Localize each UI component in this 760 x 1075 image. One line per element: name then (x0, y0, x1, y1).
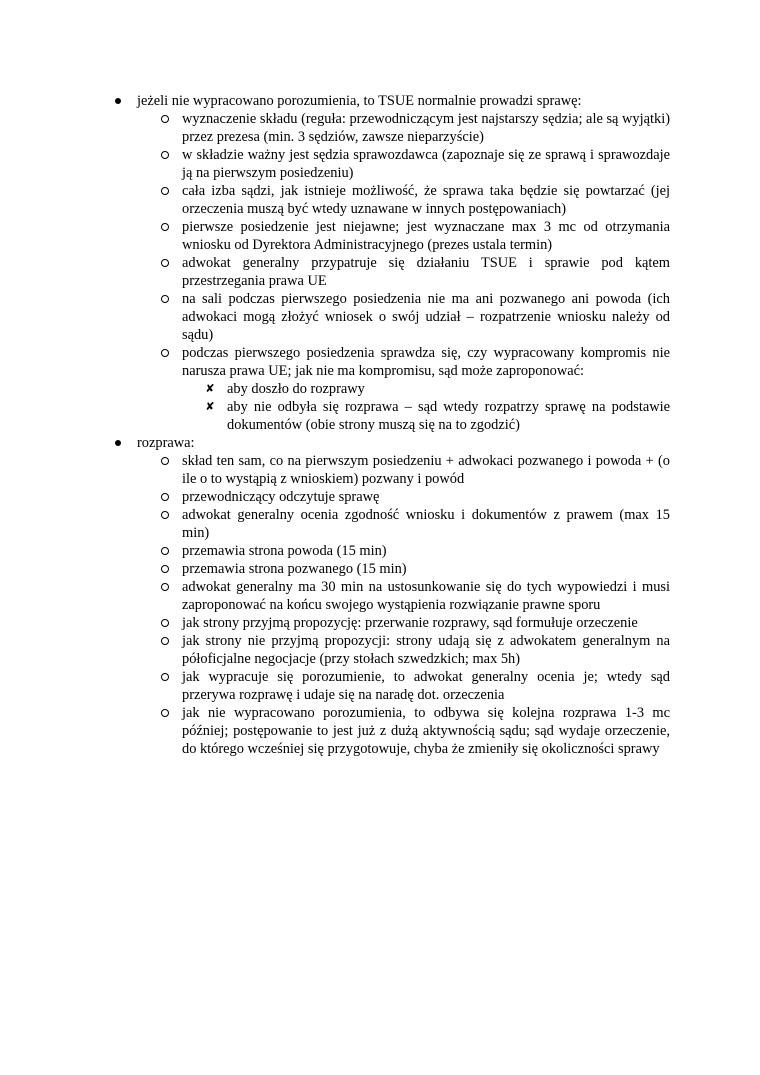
bullet-circle-icon (159, 632, 171, 650)
list-item (159, 668, 670, 704)
bullet-circle-icon (159, 254, 171, 272)
list-item (159, 290, 670, 344)
list-item-text: przemawia strona pozwanego (15 min) (182, 561, 407, 577)
list-item (159, 704, 670, 758)
list-item-text: przewodniczący odczytuje sprawę (182, 489, 380, 505)
nested-list-item (204, 380, 670, 398)
filled-dot-shape (115, 440, 121, 446)
list-item-text: cała izba sądzi, jak istnieje możliwość, że sprawa taka będzie się powtarzać (jej orzeczenia muszą być wtedy uznawane w innych postępowaniach) (182, 183, 670, 217)
hollow-circle-shape (161, 187, 169, 195)
hollow-circle-shape (161, 547, 169, 555)
hollow-circle-shape (161, 115, 169, 123)
nested-list-item (204, 398, 670, 434)
list-item-text: adwokat generalny ma 30 min na ustosunkowanie się do tych wypowiedzi i musi zaproponować na końcu swojego wystąpienia rozwiązanie prawne sporu (182, 579, 670, 613)
hollow-circle-shape (161, 457, 169, 465)
bullet-circle-icon (159, 488, 171, 506)
hollow-circle-shape (161, 673, 169, 681)
cross-mark-icon: ✘ (205, 400, 215, 413)
hollow-circle-shape (161, 637, 169, 645)
list-item (159, 110, 670, 146)
list-item (159, 452, 670, 488)
hollow-circle-shape (161, 259, 169, 267)
bullet-circle-icon (159, 290, 171, 308)
document-body (113, 92, 670, 758)
list-item-text: podczas pierwszego posiedzenia sprawdza się, czy wypracowany kompromis nie narusza prawa UE; jak nie ma kompromisu, sąd może zaproponować: (182, 345, 670, 379)
bullet-circle-icon (159, 560, 171, 578)
bullet-circle-icon (159, 218, 171, 236)
list-item (159, 146, 670, 182)
sub-list (159, 110, 670, 434)
filled-dot-shape (115, 98, 121, 104)
list-item-text: jak wypracuje się porozumienie, to adwokat generalny ocenia je; wtedy sąd przerywa rozprawę i udaje się na naradę dot. orzeczenia (182, 669, 670, 703)
list-item (159, 578, 670, 614)
bullet-circle-icon (159, 668, 171, 686)
section-heading-text: jeżeli nie wypracowano porozumienia, to TSUE normalnie prowadzi sprawę: (137, 93, 582, 109)
list-item-text: jak nie wypracowano porozumienia, to odbywa się kolejna rozprawa 1-3 mc później; postępowanie to jest już z dużą aktywnością sądu; sąd wydaje orzeczenie, do którego wcześniej się przygotowuje, chyba że zmieniły się okoliczności sprawy (182, 705, 670, 757)
bullet-circle-icon (159, 146, 171, 164)
hollow-circle-shape (161, 619, 169, 627)
nested-list-item-text: aby nie odbyła się rozprawa – sąd wtedy rozpatrzy sprawę na podstawie dokumentów (obie strony muszą się na to zgodzić) (227, 399, 670, 433)
section-item (113, 92, 670, 434)
list-item (159, 632, 670, 668)
hollow-circle-shape (161, 493, 169, 501)
bullet-circle-icon (159, 182, 171, 200)
bullet-circle-icon (159, 614, 171, 632)
bullet-dot-icon (113, 92, 123, 110)
bullet-circle-icon (159, 506, 171, 524)
hollow-circle-shape (161, 709, 169, 717)
hollow-circle-shape (161, 223, 169, 231)
list-item-text: adwokat generalny ocenia zgodność wniosku i dokumentów z prawem (max 15 min) (182, 507, 670, 541)
bullet-circle-icon (159, 452, 171, 470)
list-item-text: na sali podczas pierwszego posiedzenia nie ma ani pozwanego ani powoda (ich adwokaci mogą złożyć wniosek o swój udział – rozpatrzenie wniosku należy od sądu) (182, 291, 670, 343)
list-item-text: skład ten sam, co na pierwszym posiedzeniu + adwokaci pozwanego i powoda + (o ile o to wystąpią z wnioskiem) pozwany i powód (182, 453, 670, 487)
section-item (113, 434, 670, 758)
hollow-circle-shape (161, 295, 169, 303)
list-item (159, 488, 670, 506)
hollow-circle-shape (161, 565, 169, 573)
bullet-circle-icon (159, 344, 171, 362)
bullet-circle-icon (159, 578, 171, 596)
bullet-dot-icon (113, 434, 123, 452)
list-item (159, 506, 670, 542)
bullet-circle-icon (159, 704, 171, 722)
bullet-circle-icon (159, 542, 171, 560)
list-item-text: wyznaczenie składu (reguła: przewodniczącym jest najstarszy sędzia; ale są wyjątki) przez prezesa (min. 3 sędziów, zawsze nieparzyście) (182, 111, 670, 145)
list-item-text: jak strony nie przyjmą propozycji: strony udają się z adwokatem generalnym na półoficjalne negocjacje (przy stołach szwedzkich; max 5h) (182, 633, 670, 667)
list-item (159, 614, 670, 632)
list-item (159, 344, 670, 434)
hollow-circle-shape (161, 151, 169, 159)
list-item (159, 542, 670, 560)
hollow-circle-shape (161, 349, 169, 357)
sub-list (159, 452, 670, 758)
cross-mark-icon: ✘ (205, 382, 215, 395)
list-item-text: pierwsze posiedzenie jest niejawne; jest wyznaczane max 3 mc od otrzymania wniosku od Dyrektora Administracyjnego (prezes ustala termin) (182, 219, 670, 253)
list-item (159, 218, 670, 254)
list-item (159, 254, 670, 290)
list-item (159, 182, 670, 218)
bullet-circle-icon (159, 110, 171, 128)
list-item-text: adwokat generalny przypatruje się działaniu TSUE i sprawie pod kątem przestrzegania prawa UE (182, 255, 670, 289)
top-level-list (113, 92, 670, 758)
hollow-circle-shape (161, 583, 169, 591)
nested-list-item-text: aby doszło do rozprawy (227, 381, 365, 397)
list-item-text: w składzie ważny jest sędzia sprawozdawca (zapoznaje się ze sprawą i sprawozdaje ją na pierwszym posiedzeniu) (182, 147, 670, 181)
section-heading-text: rozprawa: (137, 435, 195, 451)
list-item-text: jak strony przyjmą propozycję: przerwanie rozprawy, sąd formułuje orzeczenie (182, 615, 638, 631)
hollow-circle-shape (161, 511, 169, 519)
nested-sub-list (204, 380, 670, 434)
list-item (159, 560, 670, 578)
list-item-text: przemawia strona powoda (15 min) (182, 543, 387, 559)
